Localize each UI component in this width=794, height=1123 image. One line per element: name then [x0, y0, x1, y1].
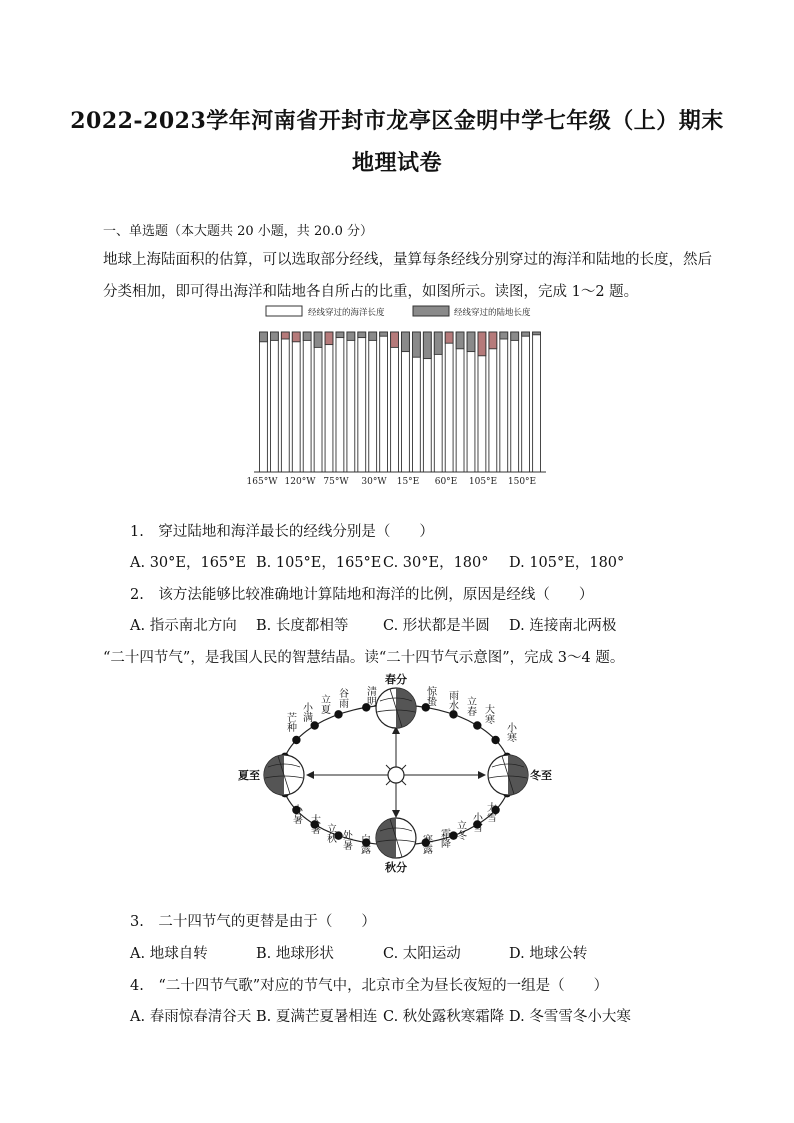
label-xiaohan: 小寒: [504, 722, 516, 742]
legend-land-label: 经线穿过的陆地长度: [454, 308, 531, 318]
q3-option-b: B. 地球形状: [256, 946, 334, 962]
q3-option-c: C. 太阳运动: [383, 946, 461, 962]
bar-land: [533, 332, 541, 335]
bar-ocean: [336, 332, 344, 472]
bar-land: [489, 332, 497, 349]
bar-land: [303, 332, 311, 340]
bar-ocean: [314, 332, 322, 472]
legend-ocean-swatch: [266, 306, 302, 316]
bar-land: [281, 332, 289, 339]
bar-land: [347, 332, 355, 340]
intro-text-line1: 地球上海陆面积的估算，可以选取部分经线，量算每条经线分别穿过的海洋和陆地的长度，然后: [103, 252, 712, 268]
solar-terms-diagram: [238, 668, 552, 878]
q2-option-a: A. 指示南北方向: [130, 618, 237, 634]
bar-land: [478, 332, 486, 356]
label-daxue: 大雪: [484, 802, 496, 822]
bar-ocean: [358, 332, 366, 472]
bar-land: [369, 332, 377, 340]
bar-land: [445, 332, 453, 343]
bar-land: [423, 332, 431, 359]
orbit-dot: [292, 736, 300, 744]
x-tick-label: 60°E: [434, 477, 458, 487]
intro-text-2: “二十四节气”，是我国人民的智慧结晶。读“二十四节气示意图”，完成 3～4 题。: [103, 650, 625, 666]
arrow-left-icon: [306, 771, 314, 779]
x-tick-label: 105°E: [468, 477, 498, 487]
q4-option-b: B. 夏满芒夏暑相连: [256, 1009, 378, 1025]
orbit-dot: [491, 736, 499, 744]
q4-option-c: C. 秋处露秋寒霜降: [383, 1009, 505, 1025]
x-tick-label: 30°W: [361, 477, 387, 487]
q4-option-a: A. 春雨惊春清谷天: [130, 1009, 252, 1025]
question-1: 1. 穿过陆地和海洋最长的经线分别是（ ）: [130, 524, 434, 540]
label-qiufen: 秋分: [385, 861, 407, 874]
bars-group: [260, 332, 541, 472]
question-3: 3. 二十四节气的更替是由于（ ）: [130, 914, 376, 930]
bar-land: [314, 332, 322, 347]
orbit-dot: [449, 710, 457, 718]
label-mangzhong: 芒种: [284, 712, 296, 732]
bar-ocean: [533, 332, 541, 472]
intro-text-line2: 分类相加，即可得出海洋和陆地各自所占的比重，如图所示。读图，完成 1～2 题。: [103, 284, 639, 300]
x-tick-label: 75°W: [323, 477, 349, 487]
label-lidong: 立冬: [454, 820, 466, 840]
bar-land: [412, 332, 420, 357]
bar-land: [434, 332, 442, 354]
page-title-line2: 地理试卷: [351, 150, 442, 176]
earth-icon-xiazhi: [264, 755, 304, 795]
q1-option-c: C. 30°E，180°: [383, 555, 489, 571]
question-4: 4. “二十四节气歌”对应的节气中，北京市全为昼长夜短的一组是（ ）: [130, 978, 609, 994]
q3-option-a: A. 地球自转: [130, 946, 208, 962]
section-heading: 一、单选题（本大题共 20 小题，共 20.0 分）: [103, 224, 374, 239]
label-lixia: 立夏: [318, 694, 330, 714]
label-xiaoshu: 小暑: [290, 804, 302, 824]
orbit-dot: [473, 721, 481, 729]
bar-land: [391, 332, 399, 347]
x-tick-label: 150°E: [507, 477, 537, 487]
bar-ocean: [445, 332, 453, 472]
bar-land: [336, 332, 344, 338]
label-xiazhi: 夏至: [238, 769, 260, 782]
bar-land: [511, 332, 519, 340]
bar-land: [260, 332, 268, 342]
x-tick-label: 120°W: [284, 477, 316, 487]
arrow-down-icon: [392, 810, 400, 818]
q3-option-d: D. 地球公转: [509, 946, 588, 962]
label-bailu: 白露: [358, 834, 370, 854]
bar-land: [270, 332, 278, 340]
orbit-dot: [334, 710, 342, 718]
q2-option-b: B. 长度都相等: [256, 618, 349, 634]
label-dongzhi: 冬至: [530, 769, 552, 782]
x-tick-label: 165°W: [246, 477, 278, 487]
q1-option-d: D. 105°E，180°: [509, 555, 625, 571]
bar-ocean: [270, 332, 278, 472]
meridian-bar-chart: [240, 302, 560, 488]
label-dahan: 大寒: [482, 704, 494, 724]
q1-option-b: B. 105°E，165°E: [256, 555, 382, 571]
bar-ocean: [456, 332, 464, 472]
orbit-dot: [310, 721, 318, 729]
label-xiaoxue: 小雪: [470, 812, 482, 832]
x-tick-label: 15°E: [396, 477, 420, 487]
bar-ocean: [281, 332, 289, 472]
label-xiaoman: 小满: [300, 702, 312, 722]
bar-land: [467, 332, 475, 352]
label-liqiu: 立秋: [324, 823, 336, 843]
bar-ocean: [260, 332, 268, 472]
bar-ocean: [500, 332, 508, 472]
bar-land: [456, 332, 464, 349]
chart-legend: [266, 306, 531, 318]
bar-ocean: [380, 332, 388, 472]
q1-option-a: A. 30°E，165°E: [130, 555, 246, 571]
bar-land: [380, 332, 388, 336]
bar-ocean: [292, 332, 300, 472]
q4-option-d: D. 冬雪雪冬小大寒: [509, 1009, 631, 1025]
q2-option-c: C. 形状都是半圆: [383, 618, 490, 634]
bar-land: [522, 332, 530, 336]
bar-ocean: [347, 332, 355, 472]
bar-ocean: [391, 332, 399, 472]
label-chunfen: 春分: [385, 673, 407, 686]
question-2: 2. 该方法能够比较准确地计算陆地和海洋的比例，原因是经线（ ）: [130, 587, 594, 603]
label-qingming: 清明: [364, 686, 376, 706]
bar-ocean: [303, 332, 311, 472]
bar-ocean: [489, 332, 497, 472]
bar-land: [402, 332, 410, 352]
bar-ocean: [522, 332, 530, 472]
bar-land: [292, 332, 300, 342]
arrow-right-icon: [478, 771, 486, 779]
earth-icon-dongzhi: [488, 755, 528, 795]
sun-icon: [382, 761, 410, 789]
label-hanlu: 寒露: [420, 834, 432, 854]
bar-ocean: [369, 332, 377, 472]
bar-ocean: [402, 332, 410, 472]
bar-land: [358, 332, 366, 338]
q2-option-d: D. 连接南北两极: [509, 618, 617, 634]
earth-icon-qiufen: [376, 818, 416, 858]
label-jingzhe: 惊蛰: [424, 686, 436, 706]
bar-ocean: [511, 332, 519, 472]
label-shuangjiang: 霜降: [438, 828, 450, 848]
bar-ocean: [467, 332, 475, 472]
x-tick-labels: [247, 477, 537, 487]
label-lichun: 立春: [464, 696, 476, 716]
legend-ocean-label: 经线穿过的海洋长度: [308, 308, 385, 318]
label-dashu: 大暑: [308, 814, 320, 834]
label-guyu: 谷雨: [336, 688, 348, 708]
label-yushui: 雨水: [446, 690, 458, 710]
label-chushu: 处暑: [340, 830, 352, 850]
legend-land-swatch: [413, 306, 449, 316]
earth-icon-chunfen: [376, 688, 416, 728]
bar-land: [500, 332, 508, 339]
page-title-line1: 2022-2023学年河南省开封市龙亭区金明中学七年级（上）期末: [70, 108, 724, 134]
bar-ocean: [325, 332, 333, 472]
bar-land: [325, 332, 333, 345]
